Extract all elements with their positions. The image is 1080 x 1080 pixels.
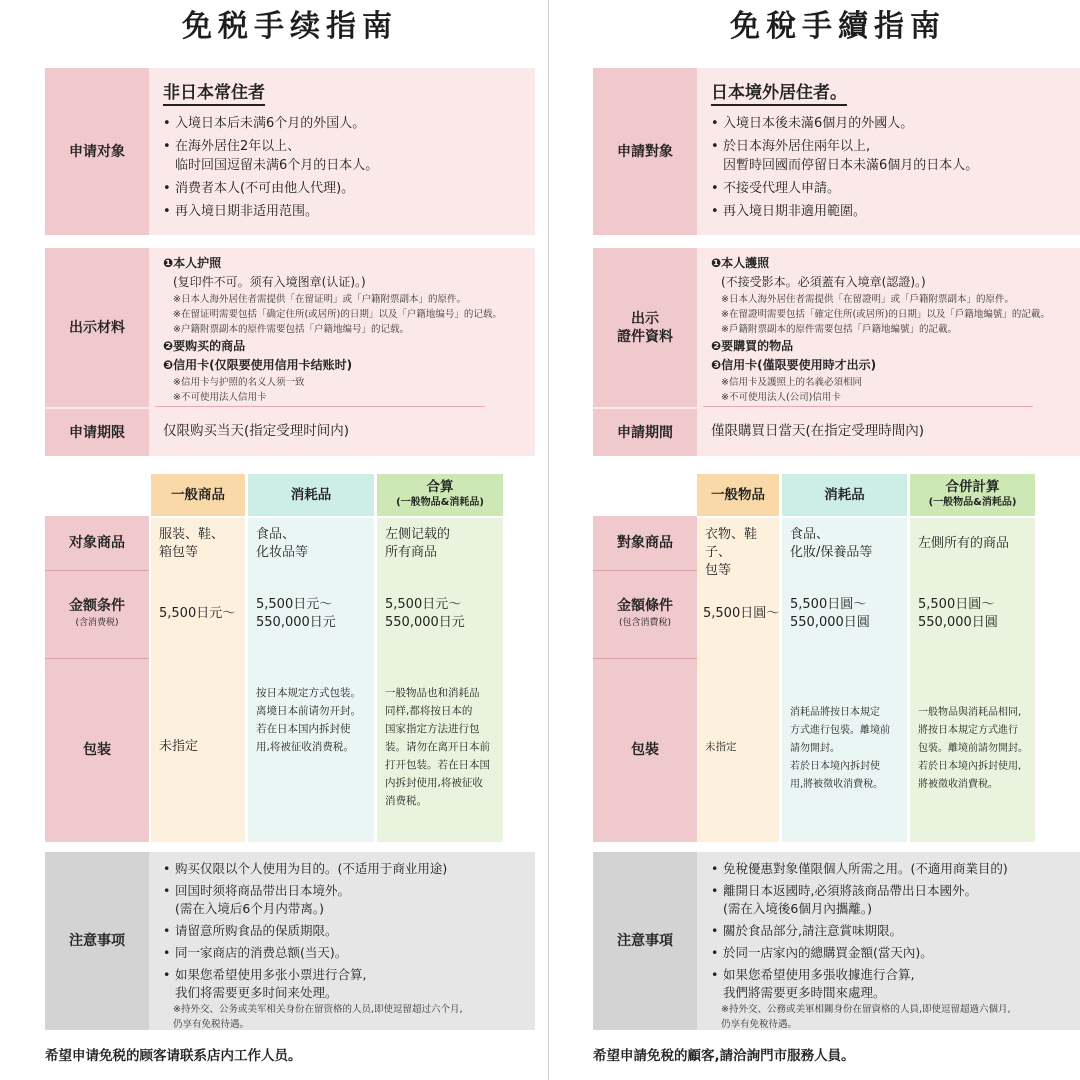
- notes-content: [163, 860, 525, 1032]
- note-item: • 離開日本返國時,必須將該商品帶出日本國外。 (需在入境後6個月內攜離。): [711, 882, 1073, 918]
- doc-item-passport: ❶本人护照: [163, 256, 222, 270]
- documents-label: 出示材料: [45, 248, 149, 407]
- table-header-consumable: 消耗品: [248, 474, 374, 516]
- note-item: • 同一家商店的消费总额(当天)。: [163, 944, 525, 962]
- page-title: 免税手续指南: [182, 9, 398, 44]
- eligibility-item: • 入境日本後未滿6個月的外國人。: [711, 114, 1073, 133]
- eligibility-item: • 再入境日期非適用範圍。: [711, 202, 1073, 221]
- footer-text: 希望申请免税的顾客请联系店内工作人员。: [45, 1048, 302, 1064]
- period-text: 仅限购买当天(指定受理时间内): [163, 423, 350, 439]
- doc-small-note: ※戶籍附票副本的原件需要包括「戶籍地編號」的記載。: [721, 324, 957, 335]
- notes-label: 注意事项: [45, 852, 149, 1030]
- note-item: • 免稅優惠對象僅限個人所需之用。(不適用商業目的): [711, 860, 1073, 878]
- eligibility-item: • 消费者本人(不可由他人代理)。: [163, 179, 525, 198]
- table-cell: 未指定: [159, 739, 199, 754]
- table-cell: 按日本规定方式包装。 离境日本前请勿开封。 若在日本国内拆封使 用,将被征收消费税。: [256, 687, 361, 753]
- eligibility-label: 申請對象: [593, 68, 697, 235]
- doc-small-note: ※不可使用法人信用卡: [173, 392, 267, 403]
- doc-item-goods: ❷要购买的商品: [163, 339, 246, 353]
- doc-item-card: ❸信用卡(仅限要使用信用卡结账时): [163, 358, 353, 372]
- documents-content: [163, 254, 525, 405]
- table-cell: 衣物、鞋子、 包等: [705, 527, 758, 578]
- period-label: 申請期間: [593, 409, 697, 456]
- row-label-packing: 包裝: [593, 659, 697, 842]
- panel-traditional: [593, 0, 1080, 1080]
- eligibility-section: [593, 68, 1080, 235]
- table-cell: 未指定: [705, 741, 737, 753]
- table-cell: 一般物品也和消耗品 同样,都将按日本的 国家指定方法进行包 装。请勿在离开日本前 打开包装。若在日本国 内拆封使用,将被征收 消费税。: [385, 687, 490, 807]
- table-header-combined: 合併計算 (一般物品&消耗品): [910, 474, 1035, 516]
- table-header-consumable: 消耗品: [782, 474, 907, 516]
- table-cell: 5,500日圓〜: [703, 606, 780, 621]
- table-cell: 5,500日元〜: [159, 606, 236, 621]
- notes-label: 注意事項: [593, 852, 697, 1030]
- eligibility-heading: 非日本常住者: [163, 84, 265, 106]
- panel-divider: [548, 0, 549, 1080]
- doc-small-note: ※不可使用法人(公司)信用卡: [721, 392, 841, 403]
- table-cell: 服装、鞋、 箱包等: [159, 527, 225, 560]
- period-text: 僅限購買日當天(在指定受理時間內): [711, 423, 925, 439]
- table-cell: 左側所有的商品: [918, 536, 1010, 551]
- eligibility-item: • 再入境日期非适用范围。: [163, 202, 525, 221]
- page-title: 免稅手續指南: [730, 9, 946, 44]
- doc-small-note: ※在留證明需要包括「確定住所(或居所)的日期」以及「戶籍地編號」的記載。: [721, 309, 1050, 320]
- note-item: • 如果您希望使用多張收據進行合算, 我們將需要更多時間來處理。: [711, 966, 1073, 1002]
- doc-item-card: ❸信用卡(僅限要使用時才出示): [711, 358, 877, 372]
- doc-small-note: ※日本人海外居住者需提供「在留证明」或「户籍附票副本」的原件。: [173, 294, 466, 305]
- row-label-packing: 包装: [45, 659, 149, 842]
- eligibility-item: • 不接受代理人申請。: [711, 179, 1073, 198]
- table-header-general: 一般商品: [151, 474, 245, 516]
- documents-section: [45, 248, 535, 456]
- eligibility-section: [45, 68, 535, 235]
- row-label-items: 對象商品: [593, 516, 697, 570]
- table-column-consumable: [248, 518, 374, 842]
- notes-section: [593, 852, 1080, 1030]
- notes-content: [711, 860, 1073, 1032]
- doc-passport-note: (复印件不可。须有入境图章(认证)。): [173, 275, 366, 289]
- eligibility-content: [163, 80, 525, 225]
- panel-simplified: [45, 0, 535, 1080]
- doc-small-note: ※信用卡与护照的名义人须一致: [173, 377, 305, 388]
- doc-item-passport: ❶本人護照: [711, 256, 770, 270]
- note-small: ※持外交、公務或美軍相關身份在留資格的人員,即使逗留超過六個月, 仍享有免稅待遇。: [721, 1004, 1011, 1030]
- table-cell: 一般物品與消耗品相同, 將按日本規定方式進行 包裝。離境前請勿開封。 若於日本境內拆封使用, 將被徵收消費稅。: [918, 707, 1028, 790]
- row-label-items: 对象商品: [45, 516, 149, 570]
- doc-item-goods: ❷要購買的物品: [711, 339, 794, 353]
- note-small: ※持外交、公务或美军相关身份在留资格的人员,即使逗留超过六个月, 仍享有免税待遇。: [173, 1004, 463, 1030]
- period-label: 申请期限: [45, 409, 149, 456]
- note-item: • 如果您希望使用多张小票进行合算, 我们将需要更多时间来处理。: [163, 966, 525, 1002]
- note-item: • 购买仅限以个人使用为目的。(不适用于商业用途): [163, 860, 525, 878]
- doc-passport-note: (不接受影本。必須蓋有入境章(認證)。): [721, 275, 926, 289]
- documents-section: [593, 248, 1080, 456]
- table-cell: 5,500日元〜 550,000日元: [256, 597, 336, 630]
- section-separator: [703, 406, 1033, 407]
- eligibility-heading: 日本境外居住者。: [711, 84, 847, 106]
- table-cell: 左侧记载的 所有商品: [385, 527, 451, 560]
- table-header-combined: 合算 (一般物品&消耗品): [377, 474, 503, 516]
- table-cell: 食品、 化妝/保養品等: [790, 527, 873, 560]
- doc-small-note: ※信用卡及護照上的名義必須相同: [721, 377, 862, 388]
- eligibility-label: 申请对象: [45, 68, 149, 235]
- documents-label: 出示 證件資料: [593, 248, 697, 407]
- notes-section: [45, 852, 535, 1030]
- table-cell: 消耗品將按日本規定 方式進行包裝。離境前 請勿開封。 若於日本境內拆封使 用,將被徵收消費稅。: [790, 707, 890, 790]
- eligibility-item: • 在海外居住2年以上、 临时回国逗留未满6个月的日本人。: [163, 137, 525, 175]
- eligibility-content: [711, 80, 1073, 225]
- section-separator: [155, 406, 485, 407]
- eligibility-item: • 入境日本后未满6个月的外国人。: [163, 114, 525, 133]
- documents-content: [711, 254, 1073, 405]
- doc-small-note: ※在留证明需要包括「确定住所(或居所)的日期」以及「户籍地编号」的记载。: [173, 309, 502, 320]
- note-item: • 於同一店家內的總購買金額(當天內)。: [711, 944, 1073, 962]
- note-item: • 回国时须将商品带出日本境外。 (需在入境后6个月内带离。): [163, 882, 525, 918]
- row-label-amount: 金额条件 (含消费税): [45, 571, 149, 658]
- note-item: • 请留意所购食品的保质期限。: [163, 922, 525, 940]
- note-item: • 關於食品部分,請注意賞味期限。: [711, 922, 1073, 940]
- doc-small-note: ※户籍附票副本的原件需要包括「户籍地编号」的记载。: [173, 324, 409, 335]
- table-cell: 5,500日圓〜 550,000日圓: [918, 597, 998, 630]
- table-cell: 5,500日圓〜 550,000日圓: [790, 597, 870, 630]
- table-header-general: 一般物品: [697, 474, 779, 516]
- table-column-general: [151, 518, 245, 842]
- table-cell: 食品、 化妆品等: [256, 527, 309, 560]
- doc-small-note: ※日本人海外居住者需提供「在留證明」或「戶籍附票副本」的原件。: [721, 294, 1014, 305]
- row-label-amount: 金額條件 (包含消費稅): [593, 571, 697, 658]
- table-cell: 5,500日元〜 550,000日元: [385, 597, 465, 630]
- footer-text: 希望申請免稅的顧客,請洽詢門市服務人員。: [593, 1048, 855, 1064]
- eligibility-item: • 於日本海外居住兩年以上, 因暫時回國而停留日本未滿6個月的日本人。: [711, 137, 1073, 175]
